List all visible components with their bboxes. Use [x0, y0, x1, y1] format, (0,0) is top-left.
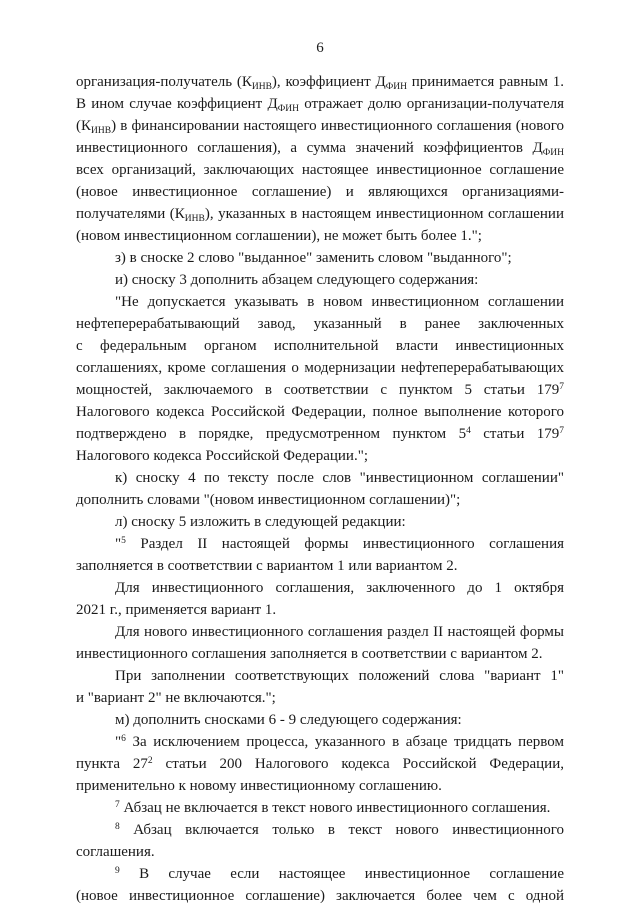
- text-line: "Не допускается указывать в новом инвестиционном соглашении: [115, 294, 564, 310]
- text-line: При заполнении соответствующих положений слова "вариант 1": [115, 668, 564, 684]
- text-line: Для нового инвестиционного соглашения раздел II настоящей формы: [115, 624, 564, 640]
- text-line: организация-получатель $(К_{ИНВ})$, коэффициент $Д_{ФИН}$ принимается равным 1.: [76, 74, 564, 92]
- text-line: соглашениях, кроме соглашения о модернизации нефтеперерабатывающих: [76, 360, 564, 376]
- text-line: $(К_{ИНВ})$ в финансировании настоящего инвестиционного соглашения (нового: [76, 118, 564, 136]
- text-line: Для инвестиционного соглашения, заключенного до 1 октября: [115, 580, 564, 596]
- text-line: нефтеперерабатывающий завод, указанный в ранее заключенных: [76, 316, 564, 332]
- text-line: пункта $27^2$ статьи 200 Налогового кодекса Российской Федерации,: [76, 756, 564, 772]
- text-line: м) дополнить сносками 6 - 9 следующего содержания:: [115, 712, 462, 728]
- text-line: с федеральным органом исполнительной власти инвестиционных: [76, 338, 564, 354]
- text-line: (новом инвестиционном соглашении), не может быть более 1.";: [76, 228, 482, 244]
- text-line: $^9$ В случае если настоящее инвестиционное соглашение: [115, 866, 564, 882]
- text-line: "$^5$ Раздел II настоящей формы инвестиционного соглашения: [115, 536, 564, 552]
- text-line: заполняется в соответствии с вариантом 1 или вариантом 2.: [76, 558, 458, 574]
- text-line: применительно к новому инвестиционному соглашению.: [76, 778, 442, 794]
- text-line: подтверждено в порядке, предусмотренном пунктом $5^4$ статьи $179^7$: [76, 426, 565, 442]
- text-line: и "вариант 2" не включаются.";: [76, 690, 276, 706]
- text-line: Налогового кодекса Российской Федерации, полное выполнение которого: [76, 404, 564, 420]
- text-line: инвестиционного соглашения заполняется в соответствии с вариантом 2.: [76, 646, 543, 662]
- page-number: 6: [316, 40, 324, 56]
- text-line: (новое инвестиционное соглашение) и являющихся организациями-: [76, 184, 564, 200]
- text-line: мощностей, заключаемого в соответствии с пунктом 5 статьи $179^7$: [76, 382, 564, 398]
- text-line: Налогового кодекса Российской Федерации.";: [76, 448, 368, 464]
- text-line: л) сноску 5 изложить в следующей редакции:: [115, 514, 406, 530]
- text-line: к) сноску 4 по тексту после слов "инвестиционном соглашении": [115, 470, 564, 486]
- text-line: В ином случае коэффициент $Д_{ФИН}$ отражает долю организации-получателя: [76, 96, 564, 114]
- text-line: получателями $(К_{ИНВ})$, указанных в настоящем инвестиционном соглашении: [76, 206, 564, 224]
- text-line: соглашения.: [76, 844, 155, 860]
- text-line: дополнить словами "(новом инвестиционном соглашении)";: [76, 492, 461, 508]
- text-line: з) в сноске 2 слово "выданное" заменить словом "выданного";: [115, 250, 512, 266]
- text-line: $^7$ Абзац не включается в текст нового инвестиционного соглашения.: [115, 800, 551, 816]
- text-line: и) сноску 3 дополнить абзацем следующего содержания:: [115, 272, 479, 288]
- text-line: 2021 г., применяется вариант 1.: [76, 602, 277, 618]
- text-line: (новое инвестиционное соглашение) заключается более чем с одной: [76, 888, 564, 904]
- text-line: всех организаций, заключающих настоящее инвестиционное соглашение: [76, 162, 564, 178]
- text-line: "$^6$ За исключением процесса, указанного в абзаце тридцать первом: [115, 734, 564, 750]
- text-line: $^8$ Абзац включается только в текст нового инвестиционного: [115, 822, 564, 838]
- text-line: инвестиционного соглашения), а сумма значений коэффициентов $Д_{ФИН}$: [76, 140, 564, 158]
